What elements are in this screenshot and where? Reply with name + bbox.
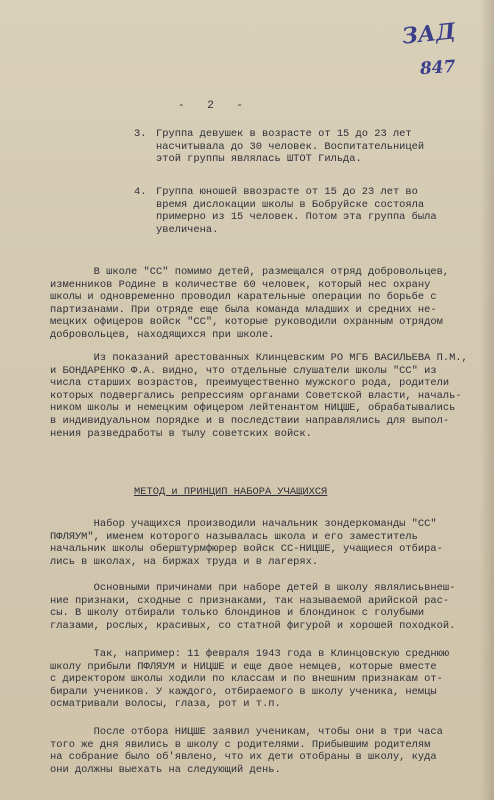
list-item-3 (134, 128, 474, 166)
text-line: Группа девушек в возрасте от 15 до 23 лет (156, 128, 412, 140)
text-line: примерно из 15 человек. Потом эта группа была (156, 211, 437, 224)
list-item-number: 4. (134, 186, 147, 198)
text-line: ние признаки, сходные с признаками, так называемой арийской рас- (50, 594, 450, 607)
text-line: мецких офицеров войск "СС", которые руководили охранным отрядом (50, 316, 443, 329)
text-line: ПФЛЯУМ", именем которого называлась школа и его заместитель (50, 530, 418, 543)
text-line: В школе "СС" помимо детей, размещался отряд добровольцев, (50, 266, 450, 278)
text-line: лись в школах, на биржах труда и в лагерях. (50, 555, 319, 568)
text-line: глазами, рослых, красивых, со статной фигурой и хорошей походкой. (50, 619, 456, 632)
text-line: Группа юношей ввозрасте от 15 до 23 лет во (156, 186, 418, 198)
paragraph (50, 518, 490, 568)
paragraph (50, 726, 490, 776)
text-line: партизанами. При отряде еще была команда младших и средних не- (50, 303, 437, 316)
text-line: в индивидуальном порядке и в последствии направлялись для выпол- (50, 414, 450, 427)
text-line: с директором школы ходили по классам и по внешним признакам от- (50, 673, 443, 686)
handwritten-number: 847 (419, 56, 457, 80)
text-line: добровольцев, находящихся при школе. (50, 328, 275, 341)
text-line: После отбора НИЦШЕ заявил ученикам, чтобы они в три часа (50, 726, 443, 738)
text-line: они должны выехать на следующий день. (50, 763, 281, 776)
text-line: изменников Родине в количестве 60 человек, который нес охрану (50, 278, 431, 291)
text-line: осматривали волосы, глаза, рот и т.п. (50, 698, 281, 711)
paragraph (50, 352, 490, 440)
text-line: и БОНДАРЕНКО Ф.А. видно, что отдельные слушатели школы "СС" из (50, 364, 437, 377)
text-line: которых подвергались репрессиям органами Советской власти, началь- (50, 389, 462, 402)
paragraph (50, 266, 490, 342)
text-line: на собрание было об'явлено, что их дети отобраны в школу, куда (50, 751, 437, 764)
text-line: Набор учащихся производили начальник зондеркоманды "СС" (50, 518, 437, 530)
text-line: насчитывала до 30 человек. Воспитательницей (156, 140, 425, 153)
text-line: ником школы и немецким офицером лейтенантом НИЦШЕ, обрабатывались (50, 402, 456, 415)
text-line: этой группы являлась ШТОТ Гильда. (156, 153, 362, 166)
text-line: нения разведработы в тылу советских войск. (50, 427, 312, 440)
section-heading: МЕТОД и ПРИНЦИП НАБОРА УЧАЩИХСЯ (134, 486, 328, 498)
list-item-number: 3. (134, 128, 147, 140)
text-line: школы и одновременно проводил карательные операции по борьбе с (50, 291, 437, 304)
text-line: сы. В школу отбирали только блондинов и блондинок с голубыми (50, 607, 425, 620)
handwritten-annotation: ЗАД (400, 18, 457, 50)
text-line: школу прибыли ПФЛЯУМ и НИЦШЕ и еще двое немцев, которые вместе (50, 660, 437, 673)
paragraph (50, 648, 490, 711)
text-line: Так, например: 11 февраля 1943 года в Клинцовскую среднюю (50, 648, 450, 660)
paragraph (50, 582, 490, 632)
text-line: начальник школы оберштурмфюрер войск СС-НИЦШЕ, учащиеся отбира- (50, 543, 443, 556)
text-line: бирали учеников. У каждого, отбираемого в школу ученика, немцы (50, 685, 437, 698)
text-line: увеличена. (156, 223, 219, 236)
list-item-4 (134, 186, 474, 236)
text-line: того же дня явились в школу с родителями. Прибывшим родителям (50, 738, 431, 751)
text-line: Из показаний арестованных Клинцевским РО МГБ ВАСИЛЬЕВА П.М., (50, 352, 468, 364)
text-line: числа старших возрастов, преимущественно мужского рода, родители (50, 377, 450, 390)
page-number: - 2 - (178, 100, 252, 112)
text-line: Основными причинами при наборе детей в школу являлисьвнеш- (50, 582, 456, 594)
text-line: время дислокации школы в Бобруйске состояла (156, 198, 425, 211)
